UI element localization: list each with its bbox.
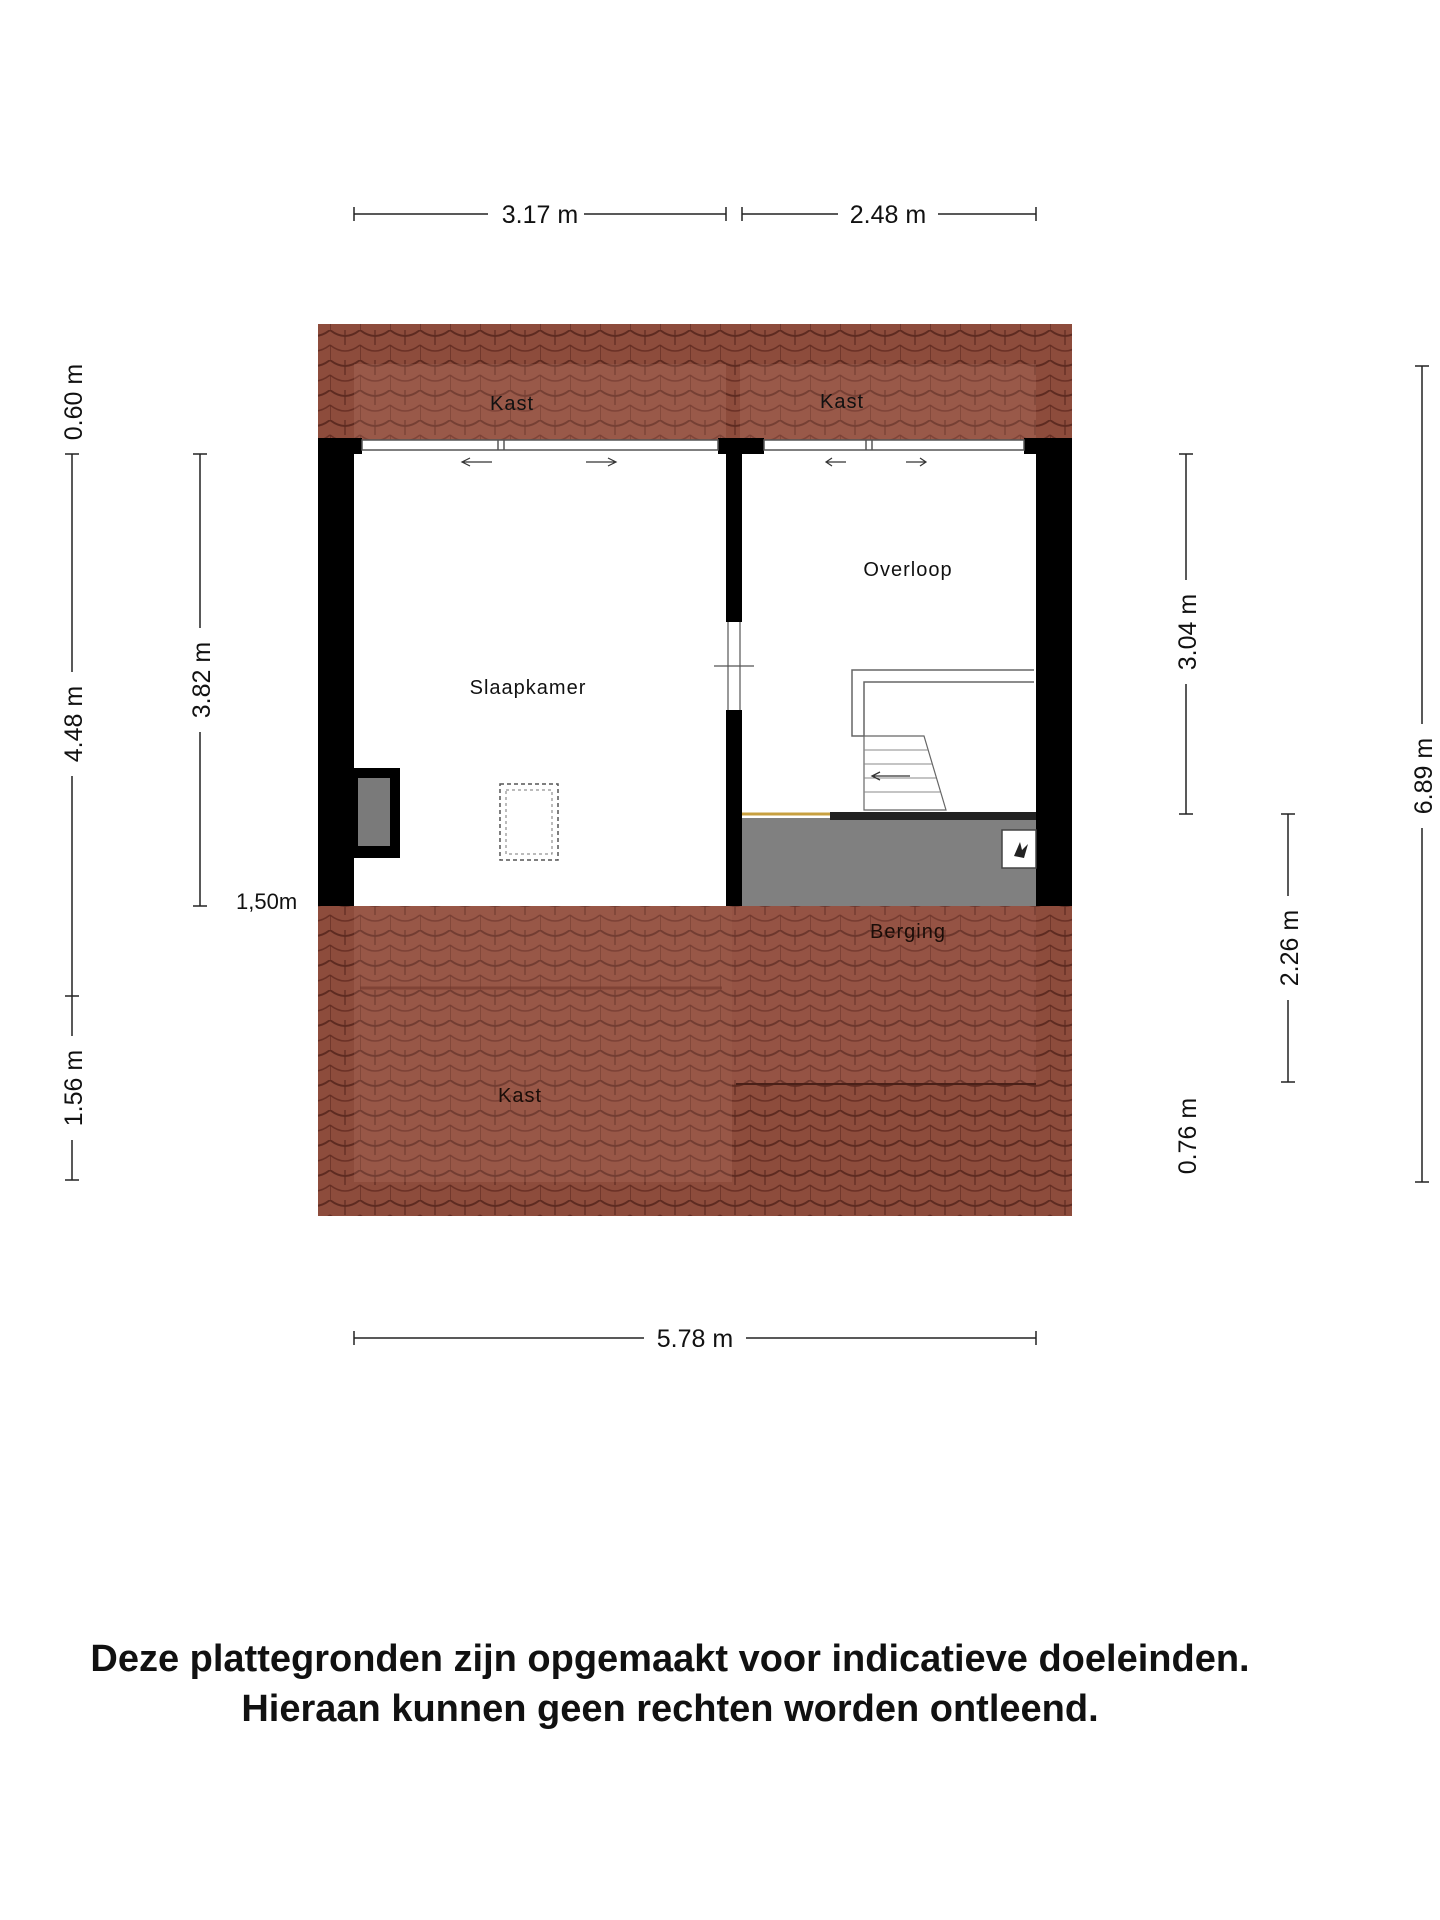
room-label-kast-bottom: Kast — [497, 1085, 543, 1107]
room-label-kast-top-left: Kast — [489, 393, 535, 415]
dim-label-bottom: 5.78 m — [656, 1325, 734, 1353]
wall-top-mid — [718, 438, 764, 454]
storage-floor — [742, 818, 1036, 906]
disclaimer-line-1: Deze plattegronden zijn opgemaakt voor indicatieve doeleinden. — [90, 1638, 1250, 1680]
dim-label-top-left: 3.17 m — [501, 201, 579, 229]
dim-label-right-inner-bottom: 2.26 m — [1276, 909, 1304, 987]
room-label-kast-top-right: Kast — [819, 391, 865, 413]
kast-bottom-zone — [354, 906, 732, 1182]
sliding-door-right — [764, 440, 1024, 450]
wall-right — [1036, 438, 1072, 906]
wall-divider-lower — [726, 710, 742, 906]
knee-height-label: 1,50m — [236, 889, 298, 914]
kast-top-right-zone — [740, 364, 1036, 442]
wall-top-right-corner — [1024, 438, 1072, 454]
wall-top-left-corner — [318, 438, 362, 454]
room-label-slaapkamer: Slaapkamer — [469, 677, 587, 699]
chimney-inner — [358, 778, 390, 846]
room-label-berging: Berging — [870, 921, 946, 943]
wall-divider-upper — [726, 452, 742, 622]
kast-top-left-zone — [354, 364, 726, 442]
dim-label-top-right: 2.48 m — [849, 201, 927, 229]
knee-wall-edge — [830, 812, 1036, 820]
dim-label-right-inner-low: 0.76 m — [1174, 1097, 1202, 1175]
dim-label-left-outer-top: 0.60 m — [60, 363, 88, 441]
dim-label-left-outer-bottom: 1.56 m — [60, 1049, 88, 1127]
wall-left — [318, 438, 354, 906]
disclaimer-line-2: Hieraan kunnen geen rechten worden ontleend. — [241, 1688, 1099, 1730]
sliding-door-left — [362, 440, 718, 450]
dim-label-right-outer: 6.89 m — [1410, 737, 1438, 815]
dim-label-left-outer-mid: 4.48 m — [60, 685, 88, 763]
dim-label-left-inner: 3.82 m — [188, 641, 216, 719]
dim-label-right-inner-top: 3.04 m — [1174, 593, 1202, 671]
room-label-overloop: Overloop — [863, 559, 953, 581]
